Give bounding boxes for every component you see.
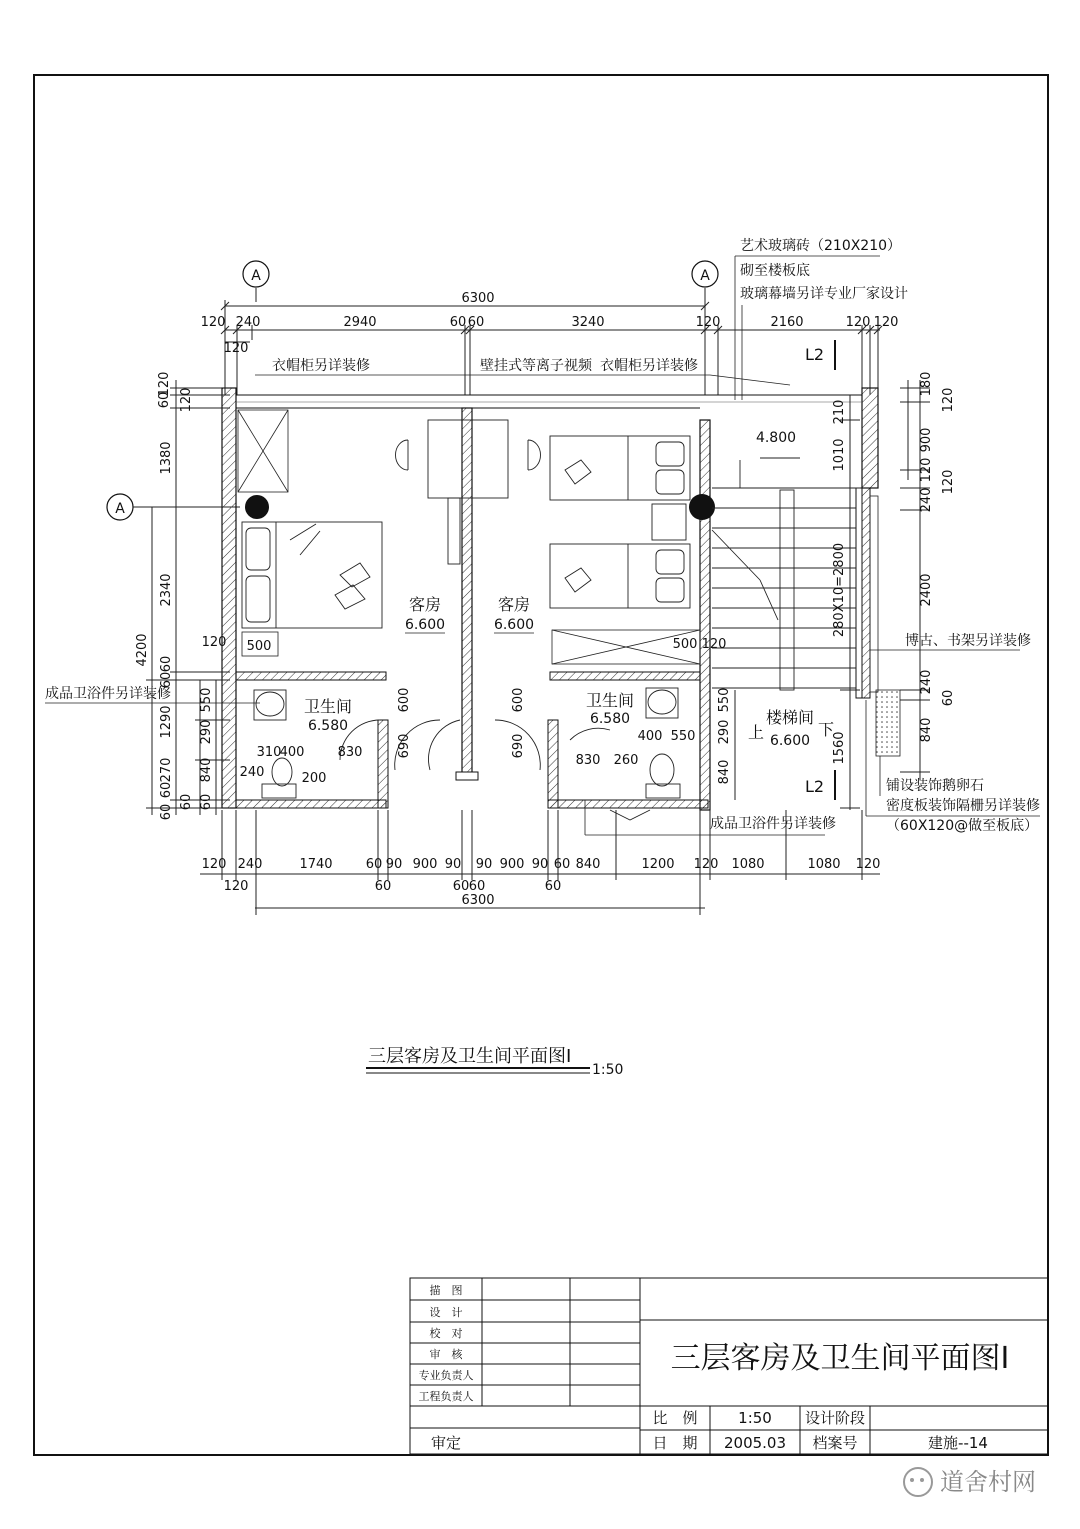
tb-row-label: 设 计 [429,1306,463,1319]
room-name-stair: 楼梯间 [765,708,815,727]
dim-bottom: 120 [201,857,227,872]
sheet-border [34,75,1048,1455]
note-leader [710,375,790,385]
axis-marker-dot [245,495,269,519]
dim-bottom: 1080 [731,857,765,872]
note-pebble: 铺设装饰鹅卵石 [886,778,984,794]
dim-top: 120 [845,315,871,330]
dim-left: 60 [179,793,194,811]
dim-bottom-total: 6300 [461,893,495,908]
wardrobe-left [238,410,288,492]
stair-landing-level: 4.800 [755,430,797,446]
stair-down: 下 [818,720,835,739]
room-name-guest-left: 客房 [408,595,442,614]
dim-right: 210 [832,399,847,425]
tb-date-value: 2005.03 [723,1434,787,1452]
dim-left: 1290 [159,705,174,739]
dim-right: 240 [919,669,934,695]
drawing-title: 三层客房及卫生间平面图I [368,1046,572,1067]
room-level-guest-right: 6.600 [493,617,535,633]
dim-bottom: 900 [499,857,525,872]
dim-right: 120 [941,469,956,495]
dim-bottom: 120 [223,879,249,894]
tb-row-label: 校 对 [429,1327,463,1340]
note-sanitary-left: 成品卫浴件另详装修 [45,686,171,702]
dim-inner: 690 [511,733,526,759]
dim-bottom: 900 [412,857,438,872]
dim-right: 1010 [832,438,847,472]
dim-inner: 600 [511,687,526,713]
twin-beds [550,436,690,608]
watermark [904,1468,1036,1496]
axis-marker-dot [689,494,715,520]
dim-top: 2940 [343,315,377,330]
dim-top-total: 6300 [461,291,495,306]
dim-right: 1560 [832,731,847,765]
drawing-scale: 1:50 [592,1062,624,1078]
dim-right: 2400 [919,573,934,607]
dim-bottom: 240 [237,857,263,872]
section-mark-top: L2 [805,345,825,364]
dim-bottom: 60 [374,879,392,894]
dim-bottom: 60 [365,857,383,872]
dim-left: 4200 [135,633,150,667]
tb-scale-label: 比 例 [652,1409,698,1427]
dim-left: 60 [157,391,172,409]
dim-right: 180 [919,371,934,397]
dim-top: 120 [695,315,721,330]
room-level-bath-right: 6.580 [589,711,631,727]
dim-left: 270 [159,757,174,783]
dim-right: 240 [919,487,934,513]
dim-top: 60 [467,315,485,330]
dim-top: 2160 [770,315,804,330]
note-glass-1: 艺术玻璃砖（210X210） [740,238,902,254]
dim-bottom: 120 [855,857,881,872]
dim-left: 60 [159,803,174,821]
top-dimensions [221,288,882,395]
tb-approve-label: 审定 [430,1434,462,1452]
dim-inner: 400 [637,729,663,744]
dim-bottom: 1080 [807,857,841,872]
note-glass-3: 玻璃幕墙另详专业厂家设计 [740,286,908,302]
dim-left: 550 [199,687,214,713]
dim-left: 120 [201,635,227,650]
tb-title: 三层客房及卫生间平面图I [670,1341,1010,1376]
dim-bottom: 90 [385,857,403,872]
wechat-icon [904,1468,932,1496]
dim-top: 3240 [571,315,605,330]
tb-date-label: 日 期 [652,1434,698,1452]
dim-bottom: 60 [468,879,486,894]
double-bed [242,522,382,628]
dim-bottom: 60 [553,857,571,872]
tb-file-label: 档案号 [812,1434,858,1452]
dim-right: 840 [717,759,732,785]
room-name-guest-right: 客房 [497,595,531,614]
dim-inner: 690 [397,733,412,759]
axis-label: A [115,501,125,517]
dim-top: 60 [449,315,467,330]
dim-inner: 830 [575,753,601,768]
dim-left: 1380 [159,441,174,475]
note-sanitary-bottom: 成品卫浴件另详装修 [710,816,836,832]
room-name-bath-left: 卫生间 [303,697,353,716]
dim-bottom: 1200 [641,857,675,872]
dim-left: 120 [157,371,172,397]
note-wardrobe-left: 衣帽柜另详装修 [272,358,370,374]
axis-label: A [700,268,710,284]
dim-inner-500: 500 [672,637,698,652]
dim-inner: 600 [397,687,412,713]
dim-left: 2340 [159,573,174,607]
dim-right: 900 [919,427,934,453]
dim-right: 840 [919,717,934,743]
note-shelf: 博古、书架另详装修 [905,633,1031,649]
dim-right: 120 [941,387,956,413]
dim-bottom: 840 [575,857,601,872]
pebble-area [876,690,900,756]
tb-row-label: 工程负责人 [418,1390,474,1403]
dim-top: 120 [873,315,899,330]
dim-inner: 830 [337,745,363,760]
dim-inner-500: 500 [246,639,272,654]
dim-top: 120 [200,315,226,330]
dim-bottom: 90 [475,857,493,872]
tb-row-label: 审 核 [429,1348,463,1361]
dim-bottom: 90 [444,857,462,872]
dim-inner: 310 [256,745,282,760]
note-grille-1: 密度板装饰隔栅另详装修 [886,798,1040,814]
dim-left: 840 [199,757,214,783]
section-mark-bottom: L2 [805,777,825,796]
dim-inner: 400 [279,745,305,760]
stair-up: 上 [748,723,765,742]
dim-left: 60 [159,781,174,799]
dim-left: 290 [199,719,214,745]
dim-inner: 240 [239,765,265,780]
tb-stage-label: 设计阶段 [804,1409,866,1427]
bathroom-left-fixtures [254,687,460,798]
room-level-stair: 6.600 [769,733,811,749]
tb-file-value: 建施--14 [928,1434,988,1452]
stair-steps: 280X10=2800 [832,542,847,638]
dim-left: 60 [159,655,174,673]
room-name-bath-right: 卫生间 [585,691,635,710]
dim-bottom: 60 [452,879,470,894]
axis-label: A [251,268,261,284]
note-wardrobe-right: 衣帽柜另详装修 [600,358,698,374]
dim-left: 120 [179,387,194,413]
note-grille-2: （60X120@做至板底） [886,818,1039,834]
dim-bottom: 60 [544,879,562,894]
dim-right: 120 [919,457,934,483]
note-glass-2: 砌至楼板底 [740,263,810,279]
tb-scale-value: 1:50 [738,1409,772,1427]
dim-inner: 260 [613,753,639,768]
dim-bottom: 120 [693,857,719,872]
dim-right: 550 [717,687,732,713]
dim-right: 290 [717,719,732,745]
dim-top: 120 [223,341,249,356]
dim-left: 60 [159,671,174,689]
room-level-bath-left: 6.580 [307,718,349,734]
grille-strip [870,496,878,692]
watermark-text: 道舍村网 [940,1468,1036,1496]
tb-row-label: 专业负责人 [418,1369,474,1382]
dim-inner-120: 120 [701,637,727,652]
dim-left: 60 [199,793,214,811]
dim-inner: 550 [670,729,696,744]
dim-inner: 200 [301,771,327,786]
dim-top: 240 [235,315,261,330]
dim-bottom: 90 [531,857,549,872]
dim-bottom: 1740 [299,857,333,872]
tb-row-label: 描 图 [429,1284,463,1297]
dim-right: 60 [941,689,956,707]
note-tv: 壁挂式等离子视频 [480,358,592,374]
room-level-guest-left: 6.600 [404,617,446,633]
